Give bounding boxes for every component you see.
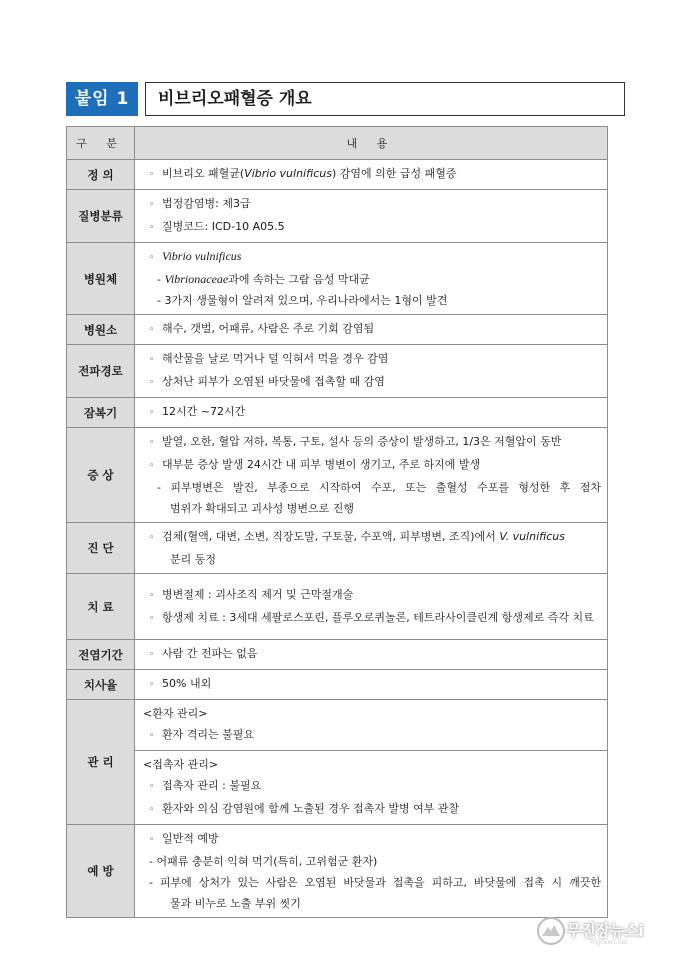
row-value-pathogen: ◦ Vibrio vulnificus - Vibrionaceae과에 속하는 그람 음성 막대균 - 3가지 생물형이 알려져 있으며, 우리나라에서는 1형이 발견 xyxy=(135,243,608,315)
row-value-classification xyxy=(135,190,608,243)
row-value-definition xyxy=(135,160,608,190)
table-header-row xyxy=(67,127,608,160)
row-value-fatality xyxy=(135,670,608,700)
row-key-transmission: 전파경로 xyxy=(67,345,135,398)
symptoms-line-1: ◦ 발열, 오한, 혈압 저하, 복통, 구토, 설사 등의 증상이 발생하고, 1/3은 저혈압이 동반 xyxy=(143,431,601,454)
row-key-fatality: 치사율 xyxy=(67,670,135,700)
prevention-line-4: 물과 비누로 노출 부위 씻기 xyxy=(170,897,301,910)
patient-management-cell xyxy=(135,700,608,751)
row-prevention xyxy=(67,825,608,918)
contagious-line: ◦ 사람 간 전파는 없음 xyxy=(143,643,601,666)
row-value-source xyxy=(135,315,608,345)
diagnosis-line-2: 분리 동정 xyxy=(170,553,217,566)
row-key-definition: 정 의 xyxy=(67,160,135,190)
row-transmission xyxy=(67,345,608,398)
attachment-badge: 붙임 1 xyxy=(66,82,138,116)
row-value-treatment xyxy=(135,574,608,640)
document-title: 비브리오패혈증 개요 xyxy=(145,82,625,116)
symptoms-line-2: ◦ 대부분 증상 발생 24시간 내 피부 병변이 생기고, 주로 하지에 발생 xyxy=(143,454,601,477)
row-value-contagious-period xyxy=(135,640,608,670)
watermark-text: 무진장뉴스i xyxy=(566,921,643,940)
row-classification xyxy=(67,190,608,243)
row-value-diagnosis xyxy=(135,523,608,574)
contact-management-title: <접촉자 관리> xyxy=(143,758,219,771)
pathogen-family-desc: 과에 속하는 그람 음성 막대균 xyxy=(228,273,370,286)
row-key-pathogen: 병원체 xyxy=(67,243,135,315)
row-diagnosis xyxy=(67,523,608,574)
species-name: Vibrio vulnificus xyxy=(244,167,332,180)
row-incubation xyxy=(67,398,608,428)
row-value-transmission xyxy=(135,345,608,398)
symptoms-line-3: - 피부병변은 발진, 부종으로 시작하여 수포, 또는 출혈성 수포를 형성한 후 점차 xyxy=(157,481,601,494)
transmission-line-food: ◦ 해산물을 날로 먹거나 덜 익혀서 먹을 경우 감염 xyxy=(143,348,601,371)
watermark-logo-icon xyxy=(536,916,566,946)
row-definition xyxy=(67,160,608,190)
column-header-category: 구 분 xyxy=(67,127,135,160)
row-key-management: 관 리 xyxy=(67,700,135,825)
row-management-contact xyxy=(67,751,608,825)
pathogen-family: Vibrionaceae xyxy=(164,272,229,286)
row-value-symptoms xyxy=(135,428,608,523)
pathogen-name: Vibrio vulnificus xyxy=(162,249,242,263)
source-line: ◦ 해수, 갯벌, 어패류, 사람은 주로 기회 감염됨 xyxy=(143,318,601,341)
column-header-content: 내 용 xyxy=(135,127,608,160)
watermark-url: mjjnews.net xyxy=(591,939,628,946)
row-key-symptoms: 증 상 xyxy=(67,428,135,523)
row-fatality xyxy=(67,670,608,700)
disease-code-line: ◦ 질병코드: ICD-10 A05.5 xyxy=(143,216,601,239)
diagnosis-text: 검체(혈액, 대변, 소변, 직장도말, 구토물, 수포액, 피부병변, 조직)에서 xyxy=(162,530,500,543)
fatality-line: ◦ 50% 내외 xyxy=(143,673,601,696)
treatment-line-antibiotics: ◦ 항생제 치료 : 3세대 세팔로스포린, 플루오로퀴놀론, 테트라사이클린계 항생제로 즉각 치료 xyxy=(143,607,601,630)
row-source xyxy=(67,315,608,345)
row-treatment xyxy=(67,574,608,640)
document-header xyxy=(66,82,614,116)
prevention-line-2: - 어패류 충분히 익혀 먹기(특히, 고위험군 환자) xyxy=(149,855,378,868)
row-key-diagnosis: 진 단 xyxy=(67,523,135,574)
row-key-classification: 질병분류 xyxy=(67,190,135,243)
patient-management-title: <환자 관리> xyxy=(143,707,208,720)
prevention-line-1: ◦ 일반적 예방 xyxy=(143,828,601,851)
row-key-source: 병원소 xyxy=(67,315,135,345)
contact-management-line-2: ◦ 환자와 의심 감염원에 함께 노출된 경우 접촉자 발병 여부 관찰 xyxy=(143,798,601,821)
symptoms-line-4: 범위가 확대되고 괴사성 병변으로 진행 xyxy=(170,502,355,515)
definition-text-post: ) 감염에 의한 급성 패혈증 xyxy=(331,167,457,180)
contact-management-cell xyxy=(135,751,608,825)
transmission-line-wound: ◦ 상처난 피부가 오염된 바닷물에 접촉할 때 감염 xyxy=(143,371,601,394)
row-value-prevention xyxy=(135,825,608,918)
diagnosis-species: V. vulnificus xyxy=(499,530,565,543)
patient-management-line: ◦ 환자 격리는 불필요 xyxy=(143,724,601,747)
row-key-treatment: 치 료 xyxy=(67,574,135,640)
pathogen-biotypes: - 3가지 생물형이 알려져 있으며, 우리나라에서는 1형이 발견 xyxy=(157,294,448,307)
legal-class-line: ◦ 법정감염병: 제3급 xyxy=(143,193,601,216)
definition-text-pre: 비브리오 패혈균( xyxy=(162,167,245,180)
row-symptoms xyxy=(67,428,608,523)
row-value-incubation xyxy=(135,398,608,428)
treatment-line-surgery: ◦ 병변절제 : 괴사조직 제거 및 근막절개술 xyxy=(143,584,601,607)
row-key-prevention: 예 방 xyxy=(67,825,135,918)
incubation-line: ◦ 12시간 ~72시간 xyxy=(143,401,601,424)
contact-management-line-1: ◦ 접촉자 관리 : 불필요 xyxy=(143,775,601,798)
row-contagious-period xyxy=(67,640,608,670)
row-management-patient xyxy=(67,700,608,751)
row-key-contagious-period: 전염기간 xyxy=(67,640,135,670)
overview-table xyxy=(66,126,608,918)
row-key-incubation: 잠복기 xyxy=(67,398,135,428)
row-pathogen xyxy=(67,243,608,315)
prevention-line-3: - 피부에 상처가 있는 사람은 오염된 바닷물과 접촉을 피하고, 바닷물에 접촉 시 깨끗한 xyxy=(149,876,601,889)
news-watermark xyxy=(536,912,668,952)
